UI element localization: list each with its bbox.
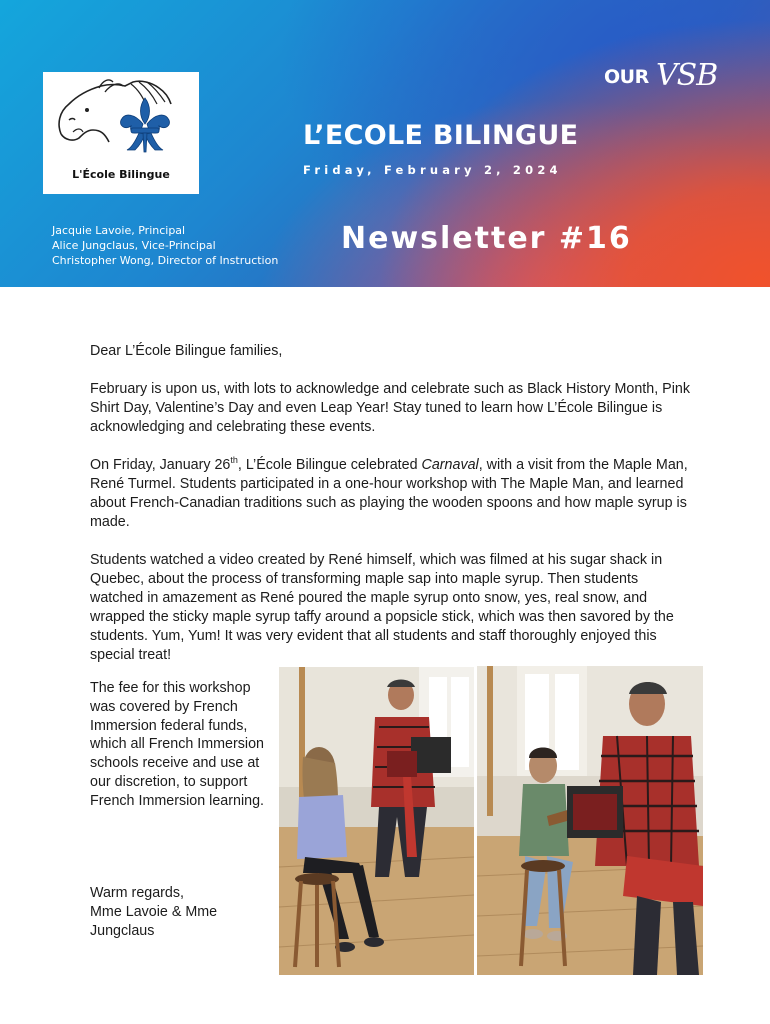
paragraph-maple-syrup: Students watched a video created by René himself, which was filmed at his sugar shack in Quebec, about the process of transforming maple sap into maple syrup. Then students watched in amazement as René poured the maple syrup onto snow, yes, real snow, and wrapped the sticky maple syrup taffy around a popsicle stick, which was then savored by the students. Yum, Yum! It was very evident that all students and staff thoroughly enjoyed this special treat! xyxy=(90,552,674,663)
signature: Mme Lavoie & Mme Jungclaus xyxy=(90,903,218,939)
carnaval-text-a: On Friday, January 26 xyxy=(90,457,231,473)
staff-vice-principal: Alice Jungclaus, Vice-Principal xyxy=(52,239,216,252)
newsletter-date: Friday, February 2, 2024 xyxy=(303,163,562,177)
closing-block xyxy=(90,884,270,940)
paragraph-carnaval xyxy=(90,456,690,532)
staff-principal: Jacquie Lavoie, Principal xyxy=(52,224,186,237)
carnaval-text-c: , with a visit from the Maple Man, René Turmel. Students participated in a one-hour workshop with The Maple Man, and learned about French-Canadian traditions such as playing the wooden spoons and how maple syrup is made. xyxy=(90,457,688,530)
staff-director: Christopher Wong, Director of Instruction xyxy=(52,254,279,267)
paragraph-fee: The fee for this workshop was covered by French Immersion federal funds, which all French Immersion schools receive and use at our discretion, to support French Immersion learning. xyxy=(90,680,265,809)
workshop-photo-student-image xyxy=(279,667,474,975)
carnaval-italic: Carnaval xyxy=(421,457,479,473)
newsletter-body xyxy=(90,342,690,684)
carnaval-superscript: th xyxy=(230,455,238,466)
logo-caption: L'École Bilingue xyxy=(72,168,170,181)
header-banner xyxy=(0,0,770,287)
workshop-photo-spoons xyxy=(477,666,703,975)
staff-list xyxy=(52,223,278,268)
newsletter-title: Newsletter #16 xyxy=(341,221,632,256)
workshop-photo-spoons-image xyxy=(477,666,703,975)
workshop-photo-student xyxy=(279,667,474,975)
school-name-heading: L’ECOLE BILINGUE xyxy=(303,120,579,151)
school-logo xyxy=(43,72,199,194)
paragraph-events: February is upon us, with lots to acknowledge and celebrate such as Black History Month, Pink Shirt Day, Valentine’s Day and even Leap Year! Stay tuned to learn how L’École Bilingue is acknowledging and celebrating these events. xyxy=(90,381,690,435)
brand-our-text: OUR xyxy=(604,66,649,88)
carnaval-text-b: , L’École Bilingue celebrated xyxy=(237,457,422,473)
greeting: Dear L’École Bilingue families, xyxy=(90,343,283,359)
closing-line: Warm regards, xyxy=(90,885,185,901)
brand-vsb-text: VSB xyxy=(656,58,718,93)
horse-fleur-de-lis-logo-icon xyxy=(43,72,199,168)
